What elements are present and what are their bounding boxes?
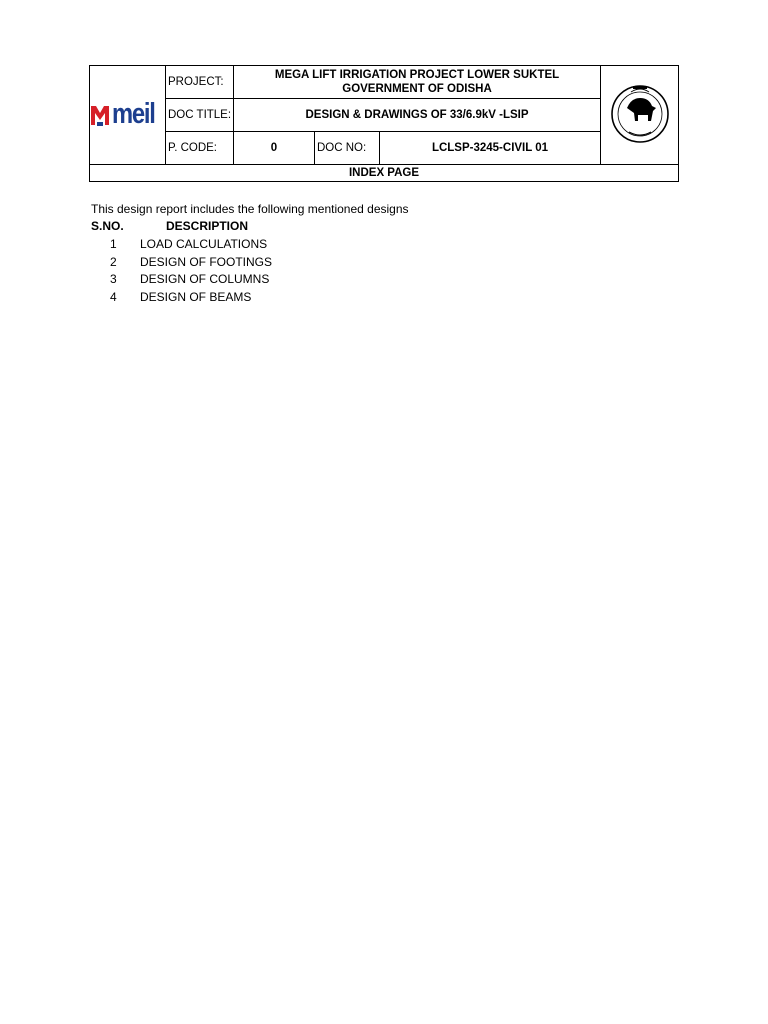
intro-text: This design report includes the following mentioned designs xyxy=(91,202,409,216)
document-header-table xyxy=(89,65,679,182)
item-description: DESIGN OF COLUMNS xyxy=(140,272,270,286)
meil-logo xyxy=(90,97,164,130)
project-line-1: MEGA LIFT IRRIGATION PROJECT LOWER SUKTEL xyxy=(274,69,560,81)
item-description: LOAD CALCULATIONS xyxy=(140,237,268,251)
government-seal-cell xyxy=(601,66,679,165)
item-number: 1 xyxy=(110,237,117,251)
sno-header: S.NO. xyxy=(91,219,124,233)
item-number: 3 xyxy=(110,272,117,286)
p-code-value: 0 xyxy=(234,132,315,165)
p-code-label: P. CODE: xyxy=(166,132,234,165)
description-header: DESCRIPTION xyxy=(166,219,249,233)
item-description: DESIGN OF BEAMS xyxy=(140,289,252,304)
doc-no-value: LCLSP-3245-CIVIL 01 xyxy=(380,132,601,165)
item-number: 2 xyxy=(110,254,117,269)
doc-title-label: DOC TITLE: xyxy=(166,99,234,132)
project-value xyxy=(234,66,601,99)
project-label: PROJECT: xyxy=(166,66,234,99)
meil-logo-text: meil xyxy=(112,97,156,130)
project-line-2: GOVERNMENT OF ODISHA xyxy=(342,83,492,95)
meil-mark-icon xyxy=(90,101,110,127)
item-number: 4 xyxy=(110,289,117,304)
doc-title-value: DESIGN & DRAWINGS OF 33/6.9kV -LSIP xyxy=(234,99,601,132)
odisha-seal-icon xyxy=(609,74,671,154)
doc-no-label: DOC NO: xyxy=(315,132,380,165)
page-title: INDEX PAGE xyxy=(90,165,679,182)
item-description: DESIGN OF FOOTINGS xyxy=(140,254,273,269)
company-logo-cell xyxy=(90,66,166,165)
